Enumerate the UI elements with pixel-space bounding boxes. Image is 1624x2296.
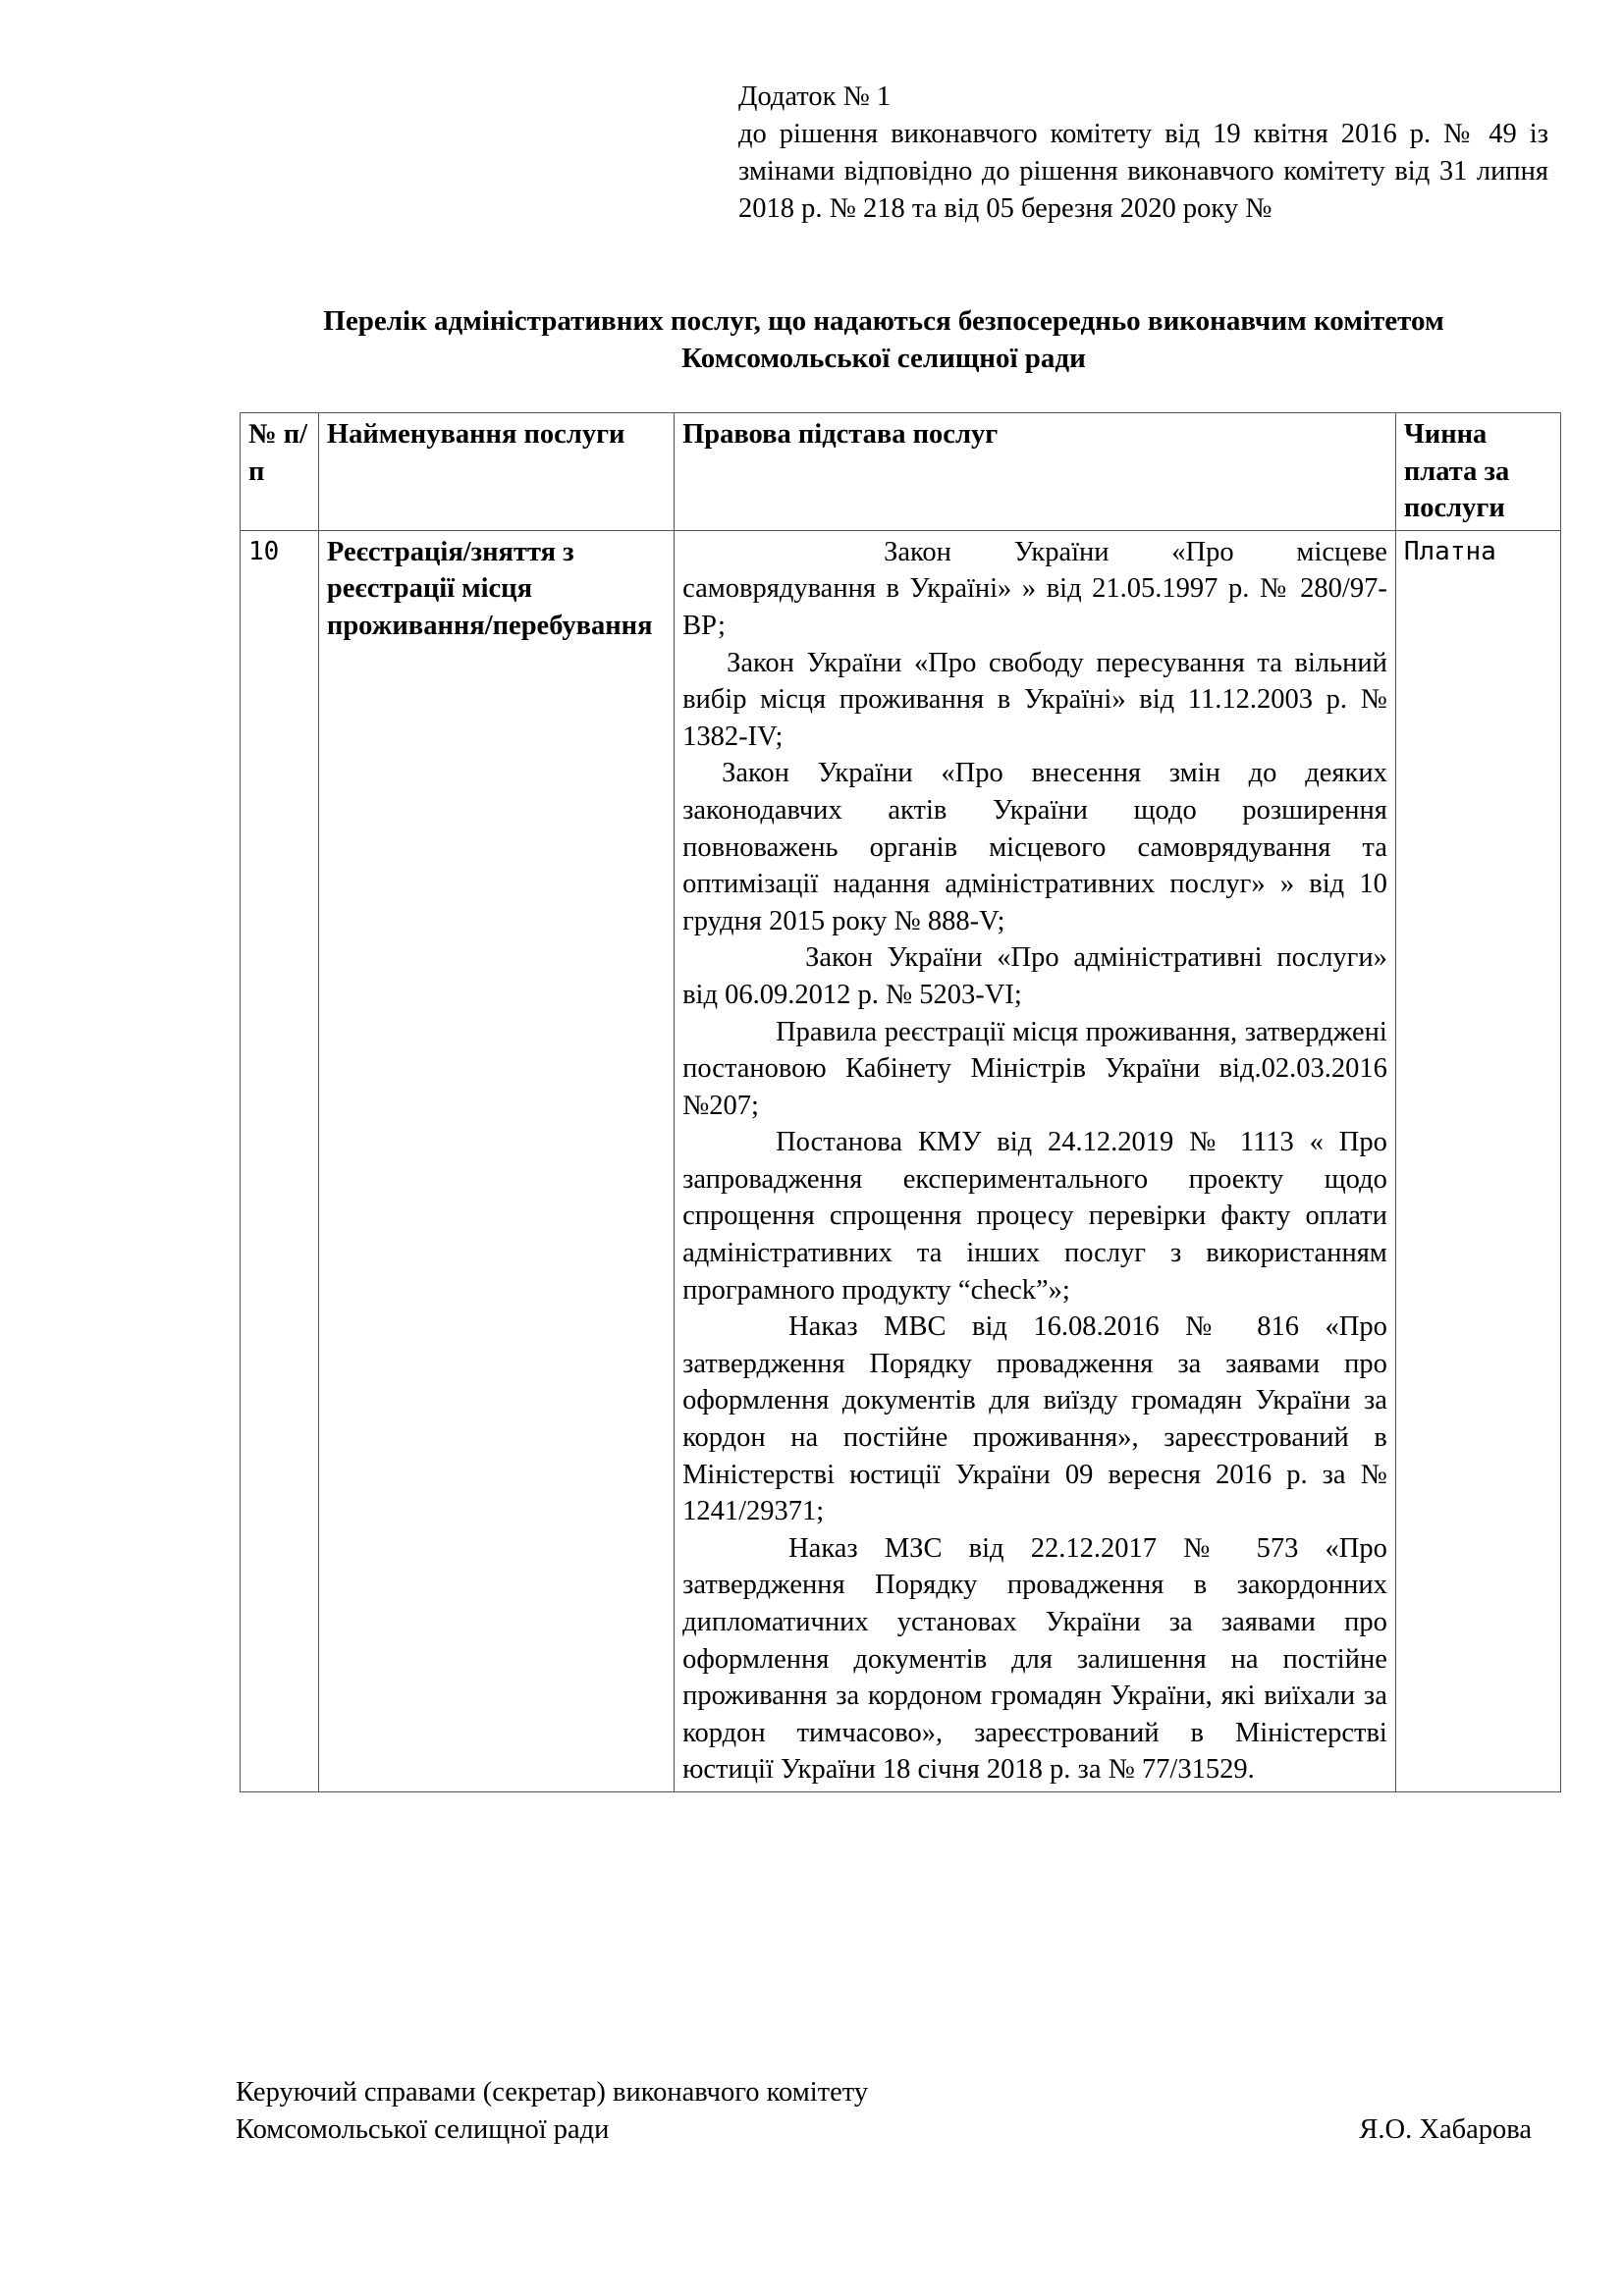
header-service-name: Найменування послуги [318, 413, 674, 531]
row-service-name: Реєстрація/зняття з реєстрації місця проживання/перебування [318, 530, 674, 1791]
legal-basis-item: Наказ МЗС від 22.12.2017 № 573 «Про затвердження Порядку провадження в закордонних дипломатичних установах України за заявами про оформлення документів для залишення на постійне проживання за кордоном громадян України, які виїхали за кордон тимчасово», зареєстрований в Міністерстві юстиції України 18 січня 2018 р. за № 77/31529. [682, 1532, 1387, 1786]
annex-number: Додаток № 1 [738, 81, 892, 112]
row-legal-basis [675, 530, 1396, 1791]
document-title: Перелік адміністративних послуг, що надаються безпосередньо виконавчим комітетом Комсомольської селищної ради [323, 305, 1444, 374]
legal-basis-item: Правила реєстрації місця проживання, затверджені постановою Кабінету Міністрів України від.02.03.2016 №207; [682, 1016, 1387, 1121]
signer-organization: Комсомольської селищної ради [236, 2114, 610, 2145]
row-fee: Платна [1395, 530, 1560, 1791]
table-header-row [241, 413, 1561, 531]
legal-basis-item: Закон України «Про адміністративні послуги» від 06.09.2012 р. № 5203-VI; [682, 942, 1387, 1010]
annex-reference: до рішення виконавчого комітету від 19 квітня 2016 р. № 49 із змінами відповідно до рішення виконавчого комітету від 31 липня 2018 р. № 218 та від 05 березня 2020 року № [738, 119, 1548, 224]
header-number: № п/п [241, 413, 319, 531]
legal-basis-item: Закон України «Про свободу пересування та вільний вибір місця проживання в Україні» від 11.12.2003 р. № 1382-IV; [682, 647, 1387, 752]
legal-basis-item: Закон України «Про внесення змін до деяких законодавчих актів України щодо розширення повноважень органів місцевого самоврядування та оптимізації надання адміністративних послуг» » від 10 грудня 2015 року № 888-V; [682, 758, 1387, 936]
table-row [241, 530, 1561, 1791]
signer-name: Я.О. Хабарова [1359, 2114, 1532, 2145]
legal-basis-item: Закон України «Про місцеве самоврядування в Україні» » від 21.05.1997 р. № 280/97-ВР; [682, 536, 1387, 641]
annex-header [738, 79, 1548, 228]
services-table [240, 412, 1561, 1792]
header-fee: Чинна плата за послуги [1395, 413, 1560, 531]
row-number: 10 [241, 530, 319, 1791]
header-legal-basis: Правова підстава послуг [675, 413, 1396, 531]
legal-basis-item: Наказ МВС від 16.08.2016 № 816 «Про затвердження Порядку провадження за заявами про оформлення документів для виїзду громадян України за кордон на постійне проживання», зареєстрований в Міністерстві юстиції України 09 вересня 2016 р. за № 1241/29371; [682, 1311, 1387, 1527]
signature-block [236, 2074, 1532, 2149]
legal-basis-item: Постанова КМУ від 24.12.2019 № 1113 « Про запровадження експериментального проекту щодо спрощення спрощення процесу перевірки факту оплати адміністративних та інших послуг з використанням програмного продукту “check”»; [682, 1127, 1387, 1306]
signer-position: Керуючий справами (секретар) виконавчого комітету [236, 2077, 869, 2108]
